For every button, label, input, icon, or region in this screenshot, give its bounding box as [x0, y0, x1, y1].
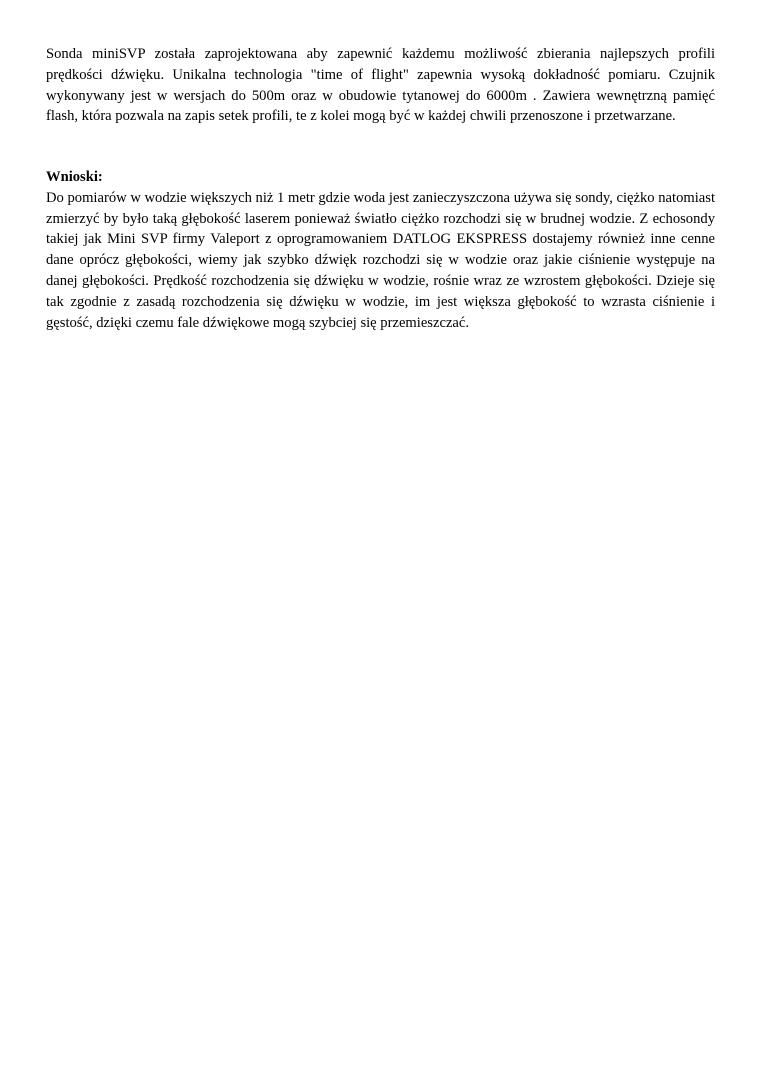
- conclusions-paragraph: Do pomiarów w wodzie większych niż 1 metr gdzie woda jest zanieczyszczona używa się sondy, ciężko natomiast zmierzyć by było taką głębokość laserem ponieważ światło ciężko rozchodzi się w brudnej wodzie. Z echosondy takiej jak Mini SVP firmy Valeport z oprogramowaniem DATLOG EKSPRESS dostajemy również inne cenne dane oprócz głębokości, wiemy jak szybko dźwięk rozchodzi się w wodzie oraz jakie ciśnienie występuje na danej głębokości. Prędkość rozchodzenia się dźwięku w wodzie, rośnie wraz ze wzrostem głębokości. Dzieje się tak zgodnie z zasadą rozchodzenia się dźwięku w wodzie, im jest większa głębokość to wzrasta ciśnienie i gęstość, dzięki czemu fale dźwiękowe mogą szybciej się przemieszczać.: [46, 189, 715, 331]
- conclusions-section: [46, 167, 715, 333]
- intro-paragraph: Sonda miniSVP została zaprojektowana aby zapewnić każdemu możliwość zbierania najlepszych profili prędkości dźwięku. Unikalna technologia "time of flight" zapewnia wysoką dokładność pomiaru. Czujnik wykonywany jest w wersjach do 500m oraz w obudowie tytanowej do 6000m . Zawiera wewnętrzną pamięć flash, która pozwala na zapis setek profili, te z kolei mogą być w każdej chwili przenoszone i przetwarzane.: [46, 46, 715, 125]
- conclusions-heading: Wnioski:: [46, 169, 103, 185]
- intro-section: [46, 44, 715, 127]
